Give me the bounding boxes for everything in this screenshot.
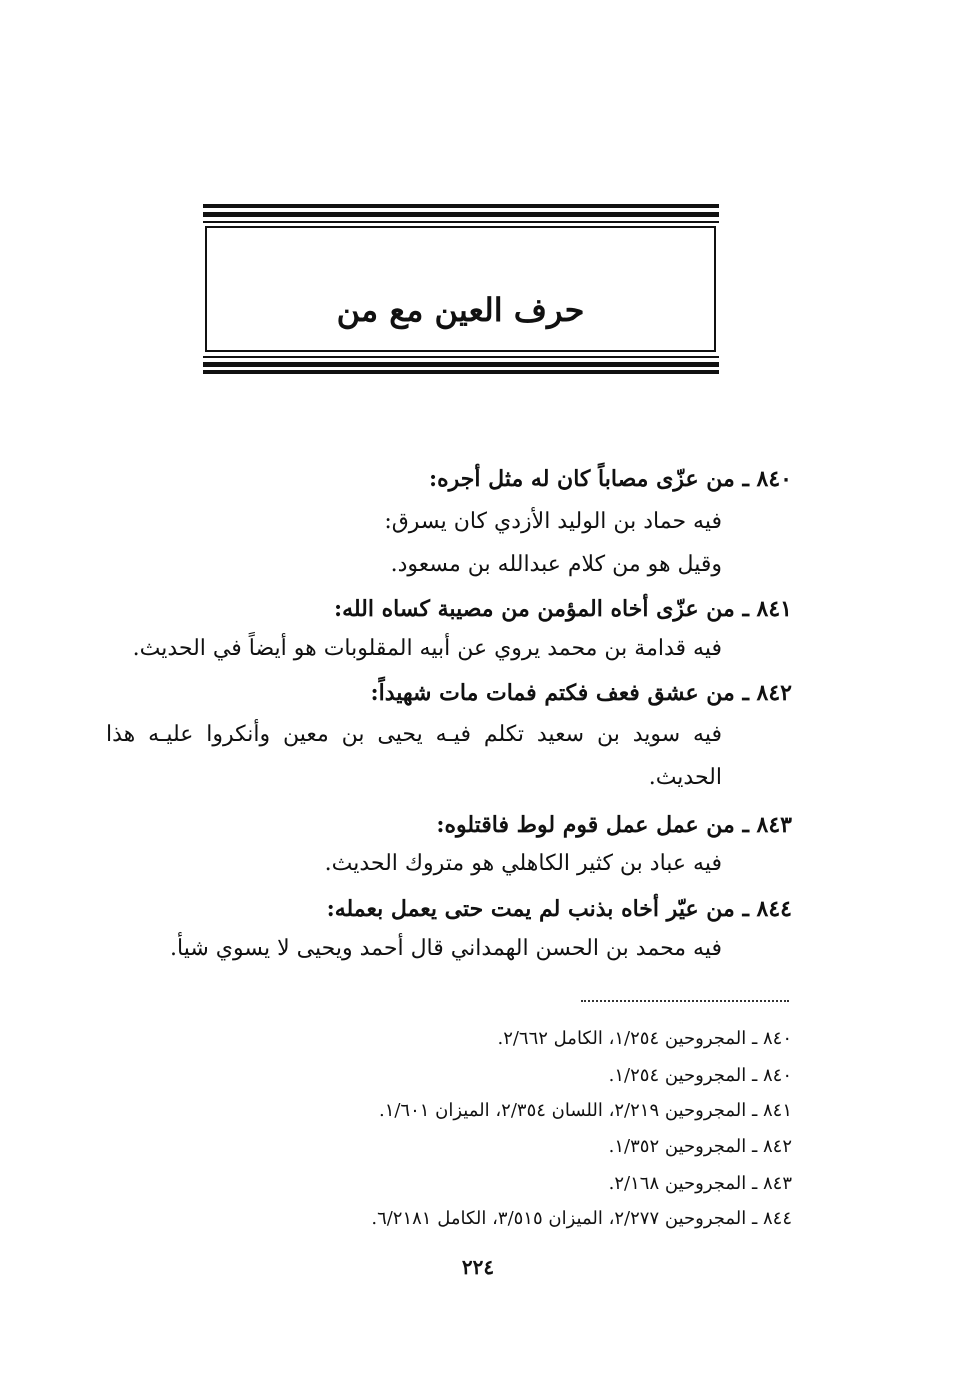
footnote: ٨٤٣ ـ المجروحين ٢/١٦٨.	[608, 1173, 792, 1194]
bottom-rule	[203, 356, 719, 358]
entry-heading: ٨٤٣ ـ من عمل عمل قوم لوط فاقتلوه:	[436, 812, 792, 838]
hadith-text: من عمل عمل قوم لوط فاقتلوه:	[436, 812, 735, 838]
footnote: ٨٤٢ ـ المجروحين ١/٣٥٢.	[608, 1136, 792, 1157]
entry-line: فيه محمد بن الحسن الهمداني قال أحمد ويحيى لا يسوي شيأ.	[170, 936, 722, 961]
entry-number: ٨٤٠	[756, 466, 792, 492]
entry-heading: ٨٤٢ ـ من عشق فعف فكتم فمات مات شهيداً:	[370, 680, 792, 706]
chapter-title: حرف العين مع من	[336, 291, 585, 329]
entry-number: ٨٤٤	[756, 896, 792, 922]
hadith-text: من عشق فعف فكتم فمات مات شهيداً:	[370, 680, 735, 706]
hadith-text: من عيّر أخاه بذنب لم يمت حتى يعمل بعمله:	[326, 896, 735, 922]
chapter-title-frame	[203, 204, 719, 374]
top-rule	[203, 204, 719, 208]
hadith-text: من عزّى مصاباً كان له مثل أجره:	[429, 466, 735, 492]
hadith-text: من عزّى أخاه المؤمن من مصيبة كساه الله:	[333, 596, 735, 622]
entry-heading: ٨٤٤ ـ من عيّر أخاه بذنب لم يمت حتى يعمل بعمله:	[326, 896, 792, 922]
entry-heading: ٨٤١ ـ من عزّى أخاه المؤمن من مصيبة كساه الله:	[333, 596, 792, 622]
top-rule	[203, 212, 719, 217]
top-rule	[203, 221, 719, 223]
entry-line: الحديث.	[648, 765, 722, 790]
page-number: ٢٢٤	[461, 1255, 495, 1279]
entry-line: فيه قدامة بن محمد يروي عن أبيه المقلوبات هو أيضاً في الحديث.	[132, 636, 722, 661]
footnote-separator	[581, 1000, 789, 1002]
title-box	[205, 226, 716, 352]
bottom-rule	[203, 370, 719, 374]
footnote: ٨٤٤ ـ المجروحين ٢/٢٧٧، الميزان ٣/٥١٥، الكامل ٦/٢١٨١.	[371, 1208, 792, 1229]
entry-line: وقيل هو من كلام عبدالله بن مسعود.	[390, 552, 722, 577]
footnote: ٨٤٠ ـ المجروحين ١/٢٥٤، الكامل ٢/٦٦٢.	[497, 1028, 792, 1049]
footnote: ٨٤١ ـ المجروحين ٢/٢١٩، اللسان ٢/٣٥٤، الميزان ١/٦٠١.	[378, 1100, 792, 1121]
entry-number: ٨٤٣	[756, 812, 792, 838]
bottom-rule	[203, 362, 719, 367]
footnote: ٨٤٠ ـ المجروحين ١/٢٥٤.	[608, 1065, 792, 1086]
entry-line: فيه سويد بن سعيد تكلم فيـه يحيى بن معين وأنكروا عليـه هذا	[106, 722, 722, 747]
entry-number: ٨٤٢	[756, 680, 792, 706]
entry-heading: ٨٤٠ ـ من عزّى مصاباً كان له مثل أجره:	[429, 466, 792, 492]
entry-line: فيه حماد بن الوليد الأزدي كان يسرق:	[384, 509, 722, 534]
entry-number: ٨٤١	[756, 596, 792, 622]
entry-line: فيه عباد بن كثير الكاهلي هو متروك الحديث.	[324, 851, 722, 876]
